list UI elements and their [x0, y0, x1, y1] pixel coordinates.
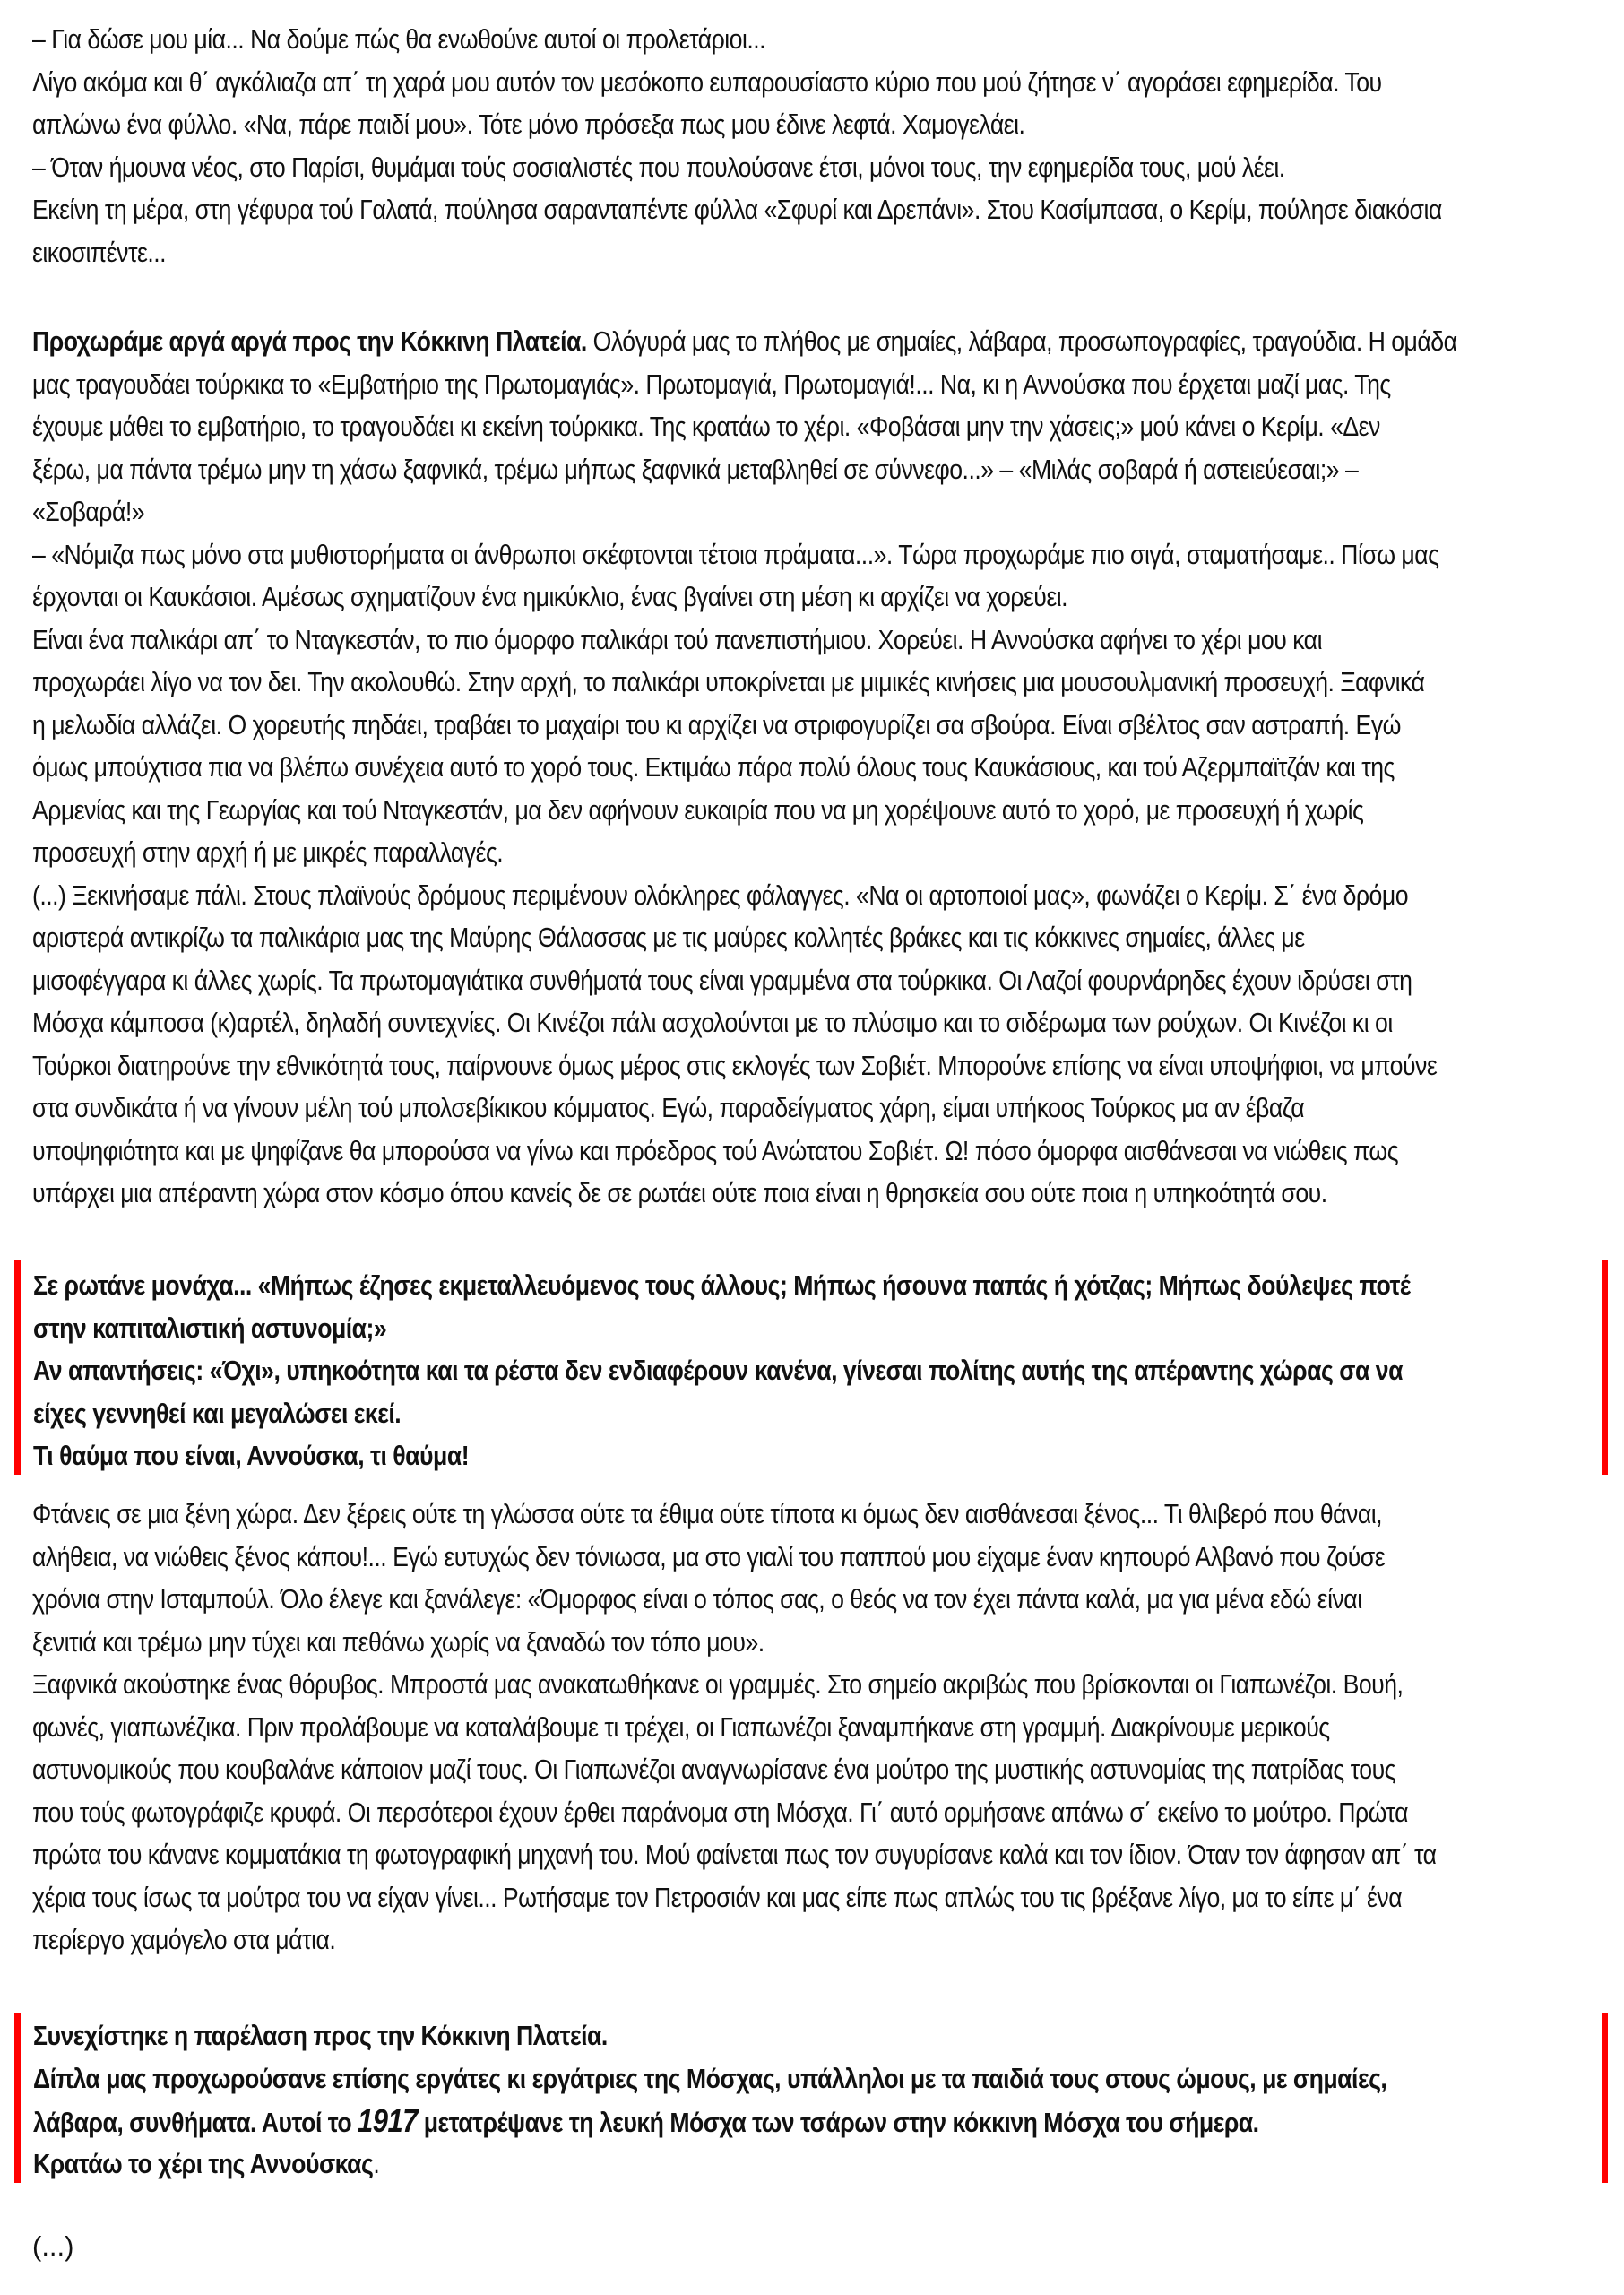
text-line: λάβαρα, συνθήματα. Αυτοί το 1917 μετατρέψανε τη λευκή Μόσχα των τσάρων στην κόκκινη Μόσχα του σήμερα.: [33, 2102, 1259, 2139]
text-line: Ξαφνικά ακούστηκε ένας θόρυβος. Μπροστά μας ανακατωθήκανε οι γραμμές. Στο σημείο ακριβώς που βρίσκονται οι Γιαπωνέζοι. Βουή,: [32, 1668, 1404, 1700]
text-line: Φτάνεις σε μια ξένη χώρα. Δεν ξέρεις ούτε τη γλώσσα ούτε τα έθιμα ούτε τίποτα κι όμως δεν αισθάνεσαι ξένος... Τι θλιβερό που θάναι,: [32, 1498, 1383, 1529]
text-line: εικοσιπέντε...: [32, 236, 167, 268]
text-line: – Όταν ήμουνα νέος, στο Παρίσι, θυμάμαι τούς σοσιαλιστές που πουλούσανε έτσι, μόνοι τους, την εφημερίδα τους, μού λέει.: [32, 151, 1285, 183]
text-line: Σε ρωτάνε μονάχα... «Μήπως έζησες εκμεταλλευόμενος τους άλλους; Μήπως ήσουνα παπάς ή χότζας; Μήπως δούλεψες ποτέ: [33, 1269, 1411, 1301]
text-line: Προχωράμε αργά αργά προς την Κόκκινη Πλατεία. Ολόγυρά μας το πλήθος με σημαίες, λάβαρα, προσωπογραφίες, τραγούδια. Η ομάδα: [32, 325, 1457, 357]
text-line: προχωράει λίγο να τον δει. Την ακολουθώ. Στην αρχή, το παλικάρι υποκρίνεται με μιμικές κινήσεις μια μουσουλμανική προσευχή. Ξαφνικά: [32, 666, 1425, 697]
text-line: Είναι ένα παλικάρι απ΄ το Νταγκεστάν, το πιο όμορφο παλικάρι τού πανεπιστήμιου. Χορεύει. Η Αννούσκα αφήνει το χέρι μου και: [32, 623, 1322, 655]
text-line: όμως μπούχτισα πια να βλέπω συνέχεια αυτό το χορό τους. Εκτιμάω πάρα πολύ όλους τους Καυκάσιους, και τού Αζερμπαϊτζάν και της: [32, 751, 1395, 783]
text-line: προσευχή στην αρχή ή με μικρές παραλλαγές.: [32, 836, 504, 868]
text-line: στα συνδικάτα ή να γίνουν μέλη τού μπολσεβίκικου κόμματος. Εγώ, παραδείγματος χάρη, είμαι υπήκοος Τούρκος μα αν έβαζα: [32, 1092, 1305, 1123]
text-line: – Για δώσε μου μία... Να δούμε πώς θα ενωθούνε αυτοί οι προλετάριοι...: [32, 23, 766, 55]
text-line: ξέρω, μα πάντα τρέμω μην τη χάσω ξαφνικά, τρέμω μήπως ξαφνικά μεταβληθεί σε σύννεφο...» – «Μιλάς σοβαρά ή αστειεύεσαι;» –: [32, 453, 1359, 485]
text-line: Μόσχα κάμποσα (κ)αρτέλ, δηλαδή συντεχνίες. Οι Κινέζοι πάλι ασχολούνται με το πλύσιμο και το σιδέρωμα των ρούχων. Οι Κινέζοι κι οι: [32, 1007, 1393, 1038]
bold-lead-in: Προχωράμε αργά αργά προς την Κόκκινη Πλατεία.: [32, 325, 587, 357]
text-line: χέρια τους ίσως τα μούτρα του να είχαν γίνει... Ρωτήσαμε τον Πετροσιάν και μας είπε πως απλώς του τις βρέξανε λίγο, μα το είπε μ΄ ένα: [32, 1881, 1403, 1913]
text-line: έρχονται οι Καυκάσιοι. Αμέσως σχηματίζουν ένα ημικύκλιο, ένας βγαίνει στη μέση κι αρχίζει να χορεύει.: [32, 581, 1068, 612]
text-line: υποψηφιότητα και με ψηφίζανε θα μπορούσα να γίνω και πρόεδρος τού Ανώτατου Σοβιέτ. Ω! πόσο όμορφα αισθάνεσαι να νιώθεις πως: [32, 1134, 1399, 1166]
text-line: Αν απαντήσεις: «Όχι», υπηκοότητα και τα ρέστα δεν ενδιαφέρουν κανένα, γίνεσαι πολίτης αυτής της απέραντης χώρας σα να: [33, 1355, 1403, 1386]
text-line: μας τραγουδάει τούρκικα το «Εμβατήριο της Πρωτομαγιάς». Πρωτομαγιά, Πρωτομαγιά!... Να, κι η Αννούσκα που έρχεται μαζί μας. Της: [32, 368, 1391, 400]
text-line: αστυνομικούς που κουβαλάνε κάποιον μαζί τους. Οι Γιαπωνέζοι αναγνωρίσανε ένα μούτρο της μυστικής αστυνομίας της πατρίδας τους: [32, 1754, 1395, 1785]
text-line: απλώνω ένα φύλλο. «Να, πάρε παιδί μου». Τότε μόνο πρόσεξα πως μου έδινε λεφτά. Χαμογελάει.: [32, 108, 1025, 140]
text-line: αριστερά αντικρίζω τα παλικάρια μας της Μαύρης Θάλασσας με τις μαύρες κολλητές βράκες και τις κόκκινες σημαίες, άλλες με: [32, 922, 1305, 953]
highlighted-quote-block-citizenship: [14, 1260, 1608, 1475]
text-line: Κρατάω το χέρι της Αννούσκας.: [33, 2147, 380, 2179]
text-line: είχες γεννηθεί και μεγαλώσει εκεί.: [33, 1397, 402, 1429]
text-line: Λίγο ακόμα και θ΄ αγκάλιαζα απ΄ τη χαρά μου αυτόν τον μεσόκοπο ευπαρουσίαστο κύριο που μού ζήτησε ν΄ αγοράσει εφημερίδα. Του: [32, 65, 1382, 98]
text-line: Δίπλα μας προχωρούσανε επίσης εργάτες κι εργάτριες της Μόσχας, υπάλληλοι με τα παιδιά τους στους ώμους, με σημαίες,: [33, 2062, 1387, 2094]
paragraph-foreign-land: [32, 1493, 1592, 1962]
text-line: χρόνια στην Ισταμπούλ. Όλο έλεγε και ξανάλεγε: «Όμορφος είναι ο τόπος σας, ο θεός να τον έχει πάντα καλά, μα για μένα εδώ είναι: [32, 1583, 1362, 1615]
text-line: Τι θαύμα που είναι, Αννούσκα, τι θαύμα!: [33, 1440, 470, 1471]
year-1917: 1917: [358, 2102, 418, 2139]
text-line: Αρμενίας και της Γεωργίας και τού Νταγκεστάν, μα δεν αφήνουν ευκαιρία που να μη χορέψουνε αυτό το χορό, με προσευχή ή χωρίς: [32, 793, 1364, 826]
highlighted-quote-block-parade: [14, 2013, 1608, 2183]
text-line: φωνές, γιαπωνέζικα. Πριν προλάβουμε να καταλάβουμε τι τρέχει, οι Γιαπωνέζοι ξαναμπήκανε στη γραμμή. Διακρίνουμε μερικούς: [32, 1710, 1330, 1743]
text-line: Τούρκοι διατηρούνε την εθνικότητά τους, παίρνουνε όμως μέρος στις εκλογές των Σοβιέτ. Μπορούνε επίσης να είναι υποψήφιοι, να μπούνε: [32, 1049, 1438, 1081]
text-line: μισοφέγγαρα κι άλλες χωρίς. Τα πρωτομαγιάτικα συνθήματά τους είναι γραμμένα στα τούρκικα. Οι Λαζοί φουρνάρηδες έχουν ιδρύσει στη: [32, 964, 1412, 996]
text-line: περίεργο χαμόγελο στα μάτια.: [32, 1924, 336, 1955]
text-line: «Σοβαρά!»: [32, 496, 145, 527]
text-line: (...) Ξεκινήσαμε πάλι. Στους πλαϊνούς δρόμους περιμένουν ολόκληρες φάλαγγες. «Να οι αρτοποιοί μας», φωνάζει ο Κερίμ. Σ΄ ένα δρόμο: [32, 879, 1409, 911]
text-line: – «Νόμιζα πως μόνο στα μυθιστορήματα οι άνθρωποι σκέφτονται τέτοια πράματα...». Τώρα προχωράμε πιο σιγά, σταματήσαμε.. Πίσω μας: [32, 538, 1439, 570]
text-line: Εκείνη τη μέρα, στη γέφυρα τού Γαλατά, πούλησα σαρανταπέντε φύλλα «Σφυρί και Δρεπάνι». Στου Κασίμπασα, ο Κερίμ, πούλησε διακόσια: [32, 194, 1442, 225]
text-line: στην καπιταλιστική αστυνομία;»: [33, 1312, 387, 1344]
text-line: υπάρχει μια απέραντη χώρα στον κόσμο όπου κανείς δε σε ρωτάει ούτε ποια είναι η θρησκεία σου ούτε ποια η υπηκοότητά σου.: [32, 1177, 1327, 1208]
text-line: αλήθεια, να νιώθεις ξένος κάπου!... Εγώ ευτυχώς δεν τόνιωσα, μα στο γιαλί του παππού μου είχαμε έναν κηπουρό Αλβανό που ζούσε: [32, 1540, 1386, 1572]
paragraph-red-square-parade: [32, 320, 1592, 1215]
paragraph-newspaper-selling: [32, 18, 1592, 273]
text-line: η μελωδία αλλάζει. Ο χορευτής πηδάει, τραβάει το μαχαίρι του κι αρχίζει να στριφογυρίζει σα σβούρα. Είναι σβέλτος σαν αστραπή. Εγώ: [32, 708, 1401, 740]
text-line: Συνεχίστηκε η παρέλαση προς την Κόκκινη Πλατεία.: [33, 2020, 608, 2051]
text-line: πρώτα του κάνανε κομματάκια τη φωτογραφική μηχανή του. Μού φαίνεται πως τον συγυρίσανε καλά και τον ίδιον. Όταν τον άφησαν απ΄ τα: [32, 1839, 1437, 1870]
text-line: έχουμε μάθει το εμβατήριο, το τραγουδάει κι εκείνη τούρκικα. Της κρατάω το χέρι. «Φοβάσαι μην την χάσεις;» μού κάνει ο Κερίμ. «Δεν: [32, 411, 1380, 442]
text-line: που τούς φωτογράφιζε κρυφά. Οι περσότεροι έχουν έρθει παράνομα στη Μόσχα. Γι΄ αυτό ορμήσανε απάνω σ΄ εκείνο το μούτρο. Πρώτα: [32, 1796, 1409, 1828]
text-line: ξενιτιά και τρέμω μην τύχει και πεθάνω χωρίς να ξαναδώ τον τόπο μου».: [32, 1625, 764, 1658]
closing-ellipsis: (...): [32, 2230, 74, 2262]
